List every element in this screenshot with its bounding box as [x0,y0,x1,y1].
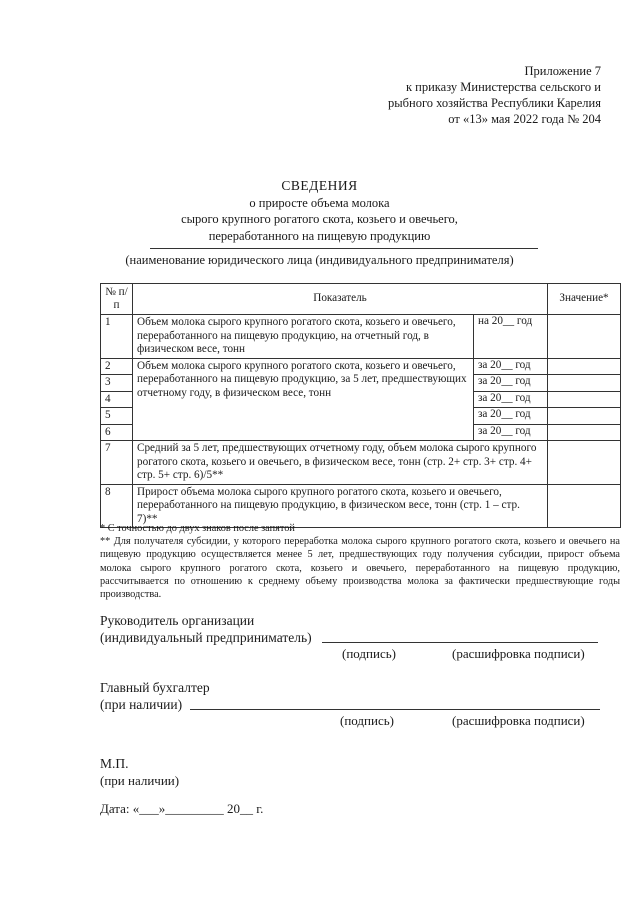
row-year: на 20__ год [474,315,548,359]
head-title: Руководитель организации [100,613,255,628]
heading-line: о приросте объема молока [249,195,390,210]
head-decode-caption: (расшифровка подписи) [452,646,585,661]
row-num: 6 [101,424,133,441]
accountant-title: Главный бухгалтер [100,680,210,695]
header-indicator: Показатель [133,284,548,315]
accountant-signature-line[interactable] [190,709,600,710]
table-row [101,441,621,485]
stamp-note: (при наличии) [100,773,180,788]
row-num: 7 [101,441,133,485]
table-row [101,315,621,359]
appendix-line: от «13» мая 2022 года № 204 [448,112,601,126]
row-text: Прирост объема молока сырого крупного рогатого скота, козьего и овечьего, переработанного на пищевую продукцию, в физическом весе, тонн (стр. 1 – стр. 7)** [133,484,548,528]
footnote: ** Для получателя субсидии, у которого переработка молока сырого крупного рогатого скота, козьего и овечьего на пищевую продукцию осуществляется менее 5 лет, предшествующих году получения субсидии, прирост объема молока сырого крупного рогатого скота, козьего и овечьего, переработанного на пищевую продукцию, рассчитывается по отношению к среднему объему производства молока за фактически предшествующие годы производства. [100,536,620,601]
accountant-decode-caption: (расшифровка подписи) [452,713,585,728]
head-title-sub: (индивидуальный предприниматель) [100,630,312,645]
header-num: № п/п [101,284,133,315]
value-cell[interactable] [548,315,621,359]
row-num: 4 [101,391,133,408]
heading-line: сырого крупного рогатого скота, козьего и овечьего, [181,212,458,226]
footnotes [100,522,620,601]
appendix-line: к приказу Министерства сельского и [405,80,601,94]
document-heading [0,178,639,244]
header-value: Значение* [548,284,621,315]
row-num: 3 [101,375,133,392]
row-text: Средний за 5 лет, предшествующих отчетному году, объем молока сырого крупного рогатого скота, козьего и овечьего, в физическом весе, тонн (стр. 2+ стр. 3+ стр. 4+ стр. 5+ стр. 6)/5** [133,441,548,485]
head-signature-line[interactable] [322,642,598,643]
value-cell[interactable] [548,408,621,425]
appendix-block [388,63,601,127]
table-row [101,484,621,528]
stamp-label: М.П. [100,756,129,771]
row-num: 8 [101,484,133,528]
row-num: 5 [101,408,133,425]
row-num: 2 [101,358,133,375]
table-row [101,358,621,375]
row-year: за 20__ год [474,424,548,441]
row-text: Объем молока сырого крупного рогатого скота, козьего и овечьего, переработанного на пищевую продукцию, за 5 лет, предшествующих отчетному году, в физическом весе, тонн [133,358,474,441]
row-year: за 20__ год [474,408,548,425]
row-year: за 20__ год [474,391,548,408]
appendix-line: рыбного хозяйства Республики Карелия [388,96,601,110]
value-cell[interactable] [548,424,621,441]
document-title: СВЕДЕНИЯ [281,178,358,193]
table-header-row [101,284,621,315]
value-cell[interactable] [548,391,621,408]
row-text: Объем молока сырого крупного рогатого скота, козьего и овечьего, переработанного на пищевую продукцию, на отчетный год, в физическом весе, тонн [133,315,474,359]
footnote: * С точностью до двух знаков после запятой [100,523,295,534]
entity-name-caption: (наименование юридического лица (индивидуального предпринимателя) [125,253,514,267]
value-cell[interactable] [548,441,621,485]
date-line: Дата: «___»_________ 20__ г. [100,801,264,816]
accountant-signature-caption: (подпись) [340,713,394,728]
value-cell[interactable] [548,375,621,392]
row-year: за 20__ год [474,375,548,392]
head-signature-caption: (подпись) [342,646,396,661]
entity-name-line [150,248,538,249]
appendix-line: Приложение 7 [524,64,601,78]
value-cell[interactable] [548,358,621,375]
accountant-title-sub: (при наличии) [100,697,183,712]
row-year: за 20__ год [474,358,548,375]
row-num: 1 [101,315,133,359]
heading-line: переработанного на пищевую продукцию [208,228,431,243]
value-cell[interactable] [548,484,621,528]
data-table [100,283,621,528]
